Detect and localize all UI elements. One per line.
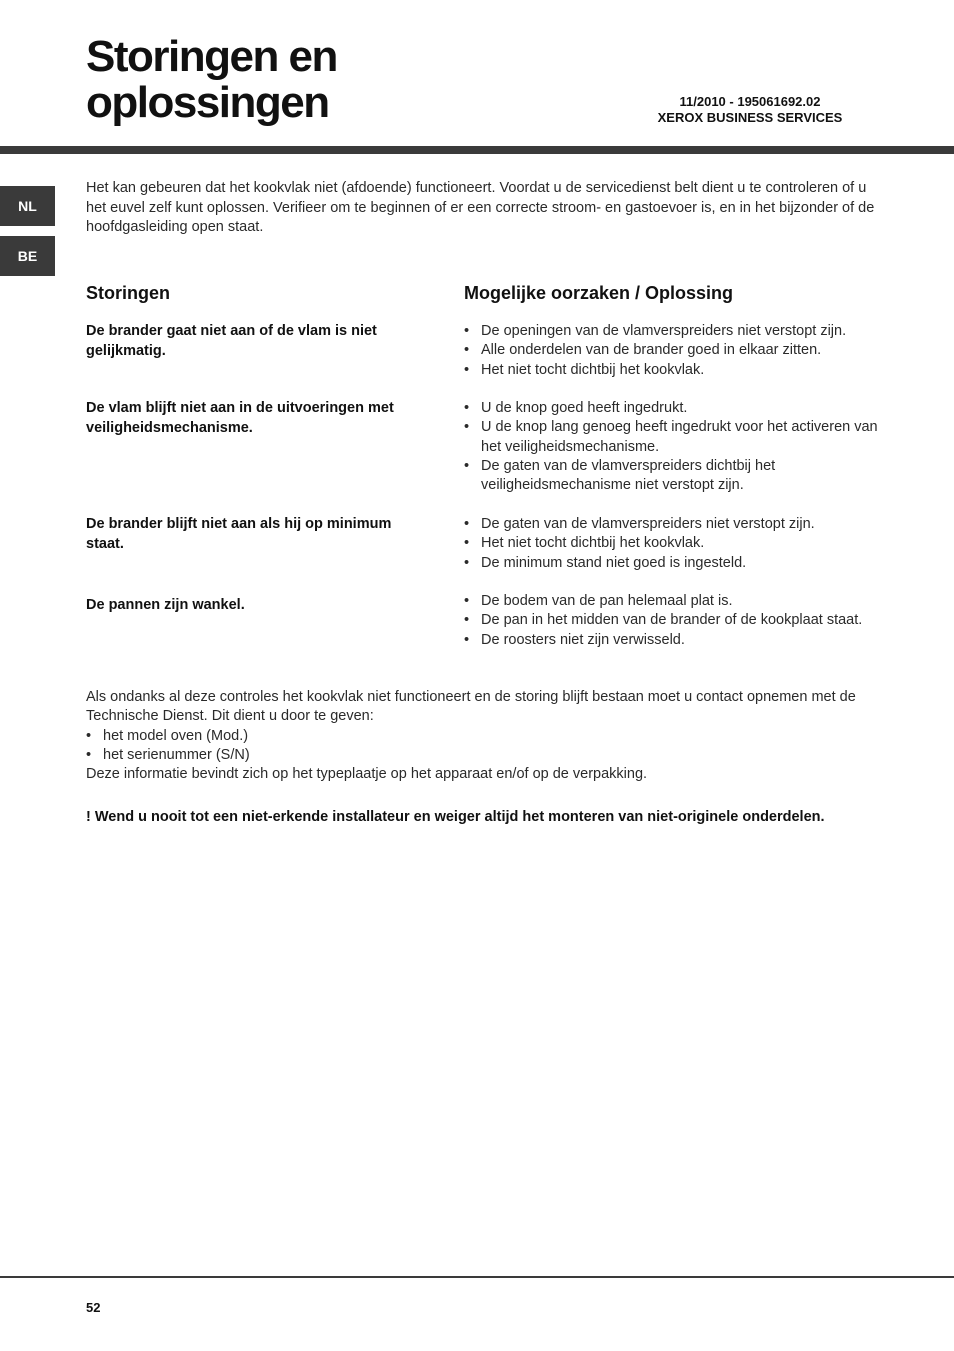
language-tab-nl: NL bbox=[0, 186, 55, 226]
page-number: 52 bbox=[86, 1300, 101, 1315]
cause-item: • De gaten van de vlamverspreiders dichtbij het veiligheidsmechanisme niet verstopt zijn. bbox=[464, 457, 889, 496]
page-title-line-1: Storingen en bbox=[86, 32, 337, 81]
causes-list-2 bbox=[464, 399, 889, 495]
warning-notice: ! Wend u nooit tot een niet-erkende installateur en weiger altijd het monteren van niet-originele onderdelen. bbox=[86, 809, 825, 825]
intro-paragraph: Het kan gebeuren dat het kookvlak niet (afdoende) functioneert. Voordat u de servicedienst belt dient u te controleren of u het euvel zelf kunt oplossen. Verifieer om te beginnen of er een correcte stroom- en gastoevoer is, en in het bijzonder of de hoofdgasleiding open staat. bbox=[86, 180, 875, 235]
closing-note: Deze informatie bevindt zich op het typeplaatje op het apparaat en/of op de verpakking. bbox=[86, 766, 648, 783]
cause-item: • De openingen van de vlamverspreiders niet verstopt zijn. bbox=[464, 322, 889, 341]
cause-item: • De roosters niet zijn verwisseld. bbox=[464, 631, 889, 650]
closing-paragraph: Als ondanks al deze controles het kookvlak niet functioneert en de storing blijft bestaan moet u contact opnemen met de Technische Dienst. Dit dient u door te geven: bbox=[86, 689, 856, 725]
fault-3: De brander blijft niet aan als hij op minimum staat. bbox=[86, 516, 392, 552]
closing-section bbox=[86, 688, 886, 784]
cause-item: • De minimum stand niet goed is ingesteld. bbox=[464, 554, 889, 573]
cause-item: • De gaten van de vlamverspreiders niet verstopt zijn. bbox=[464, 515, 889, 534]
closing-list-item: • het model oven (Mod.) bbox=[86, 727, 886, 746]
faults-heading: Storingen bbox=[86, 283, 170, 303]
footer-divider bbox=[0, 1276, 954, 1278]
causes-list-4 bbox=[464, 592, 889, 650]
cause-item: • De pan in het midden van de brander of de kookplaat staat. bbox=[464, 611, 889, 630]
page-title-line-2: oplossingen bbox=[86, 78, 329, 127]
causes-list-3 bbox=[464, 515, 889, 573]
header-divider bbox=[0, 146, 954, 154]
closing-list bbox=[86, 727, 886, 766]
document-meta bbox=[630, 94, 870, 126]
fault-2: De vlam blijft niet aan in de uitvoeringen met veiligheidsmechanisme. bbox=[86, 400, 394, 436]
cause-item: • Alle onderdelen van de brander goed in elkaar zitten. bbox=[464, 341, 889, 360]
document-code: 11/2010 - 195061692.02 bbox=[679, 94, 821, 109]
page-title bbox=[86, 34, 337, 126]
cause-item: • Het niet tocht dichtbij het kookvlak. bbox=[464, 534, 889, 553]
fault-4: De pannen zijn wankel. bbox=[86, 597, 245, 613]
closing-list-item: • het serienummer (S/N) bbox=[86, 746, 886, 765]
causes-heading: Mogelijke oorzaken / Oplossing bbox=[464, 283, 734, 303]
cause-item: • De bodem van de pan helemaal plat is. bbox=[464, 592, 889, 611]
cause-item: • Het niet tocht dichtbij het kookvlak. bbox=[464, 361, 889, 380]
language-tab-be: BE bbox=[0, 236, 55, 276]
cause-item: • U de knop lang genoeg heeft ingedrukt voor het activeren van het veiligheidsmechanisme. bbox=[464, 418, 889, 457]
document-publisher: XEROX BUSINESS SERVICES bbox=[657, 110, 843, 125]
causes-list-1 bbox=[464, 322, 889, 380]
cause-item: • U de knop goed heeft ingedrukt. bbox=[464, 399, 889, 418]
fault-1: De brander gaat niet aan of de vlam is niet gelijkmatig. bbox=[86, 323, 377, 359]
